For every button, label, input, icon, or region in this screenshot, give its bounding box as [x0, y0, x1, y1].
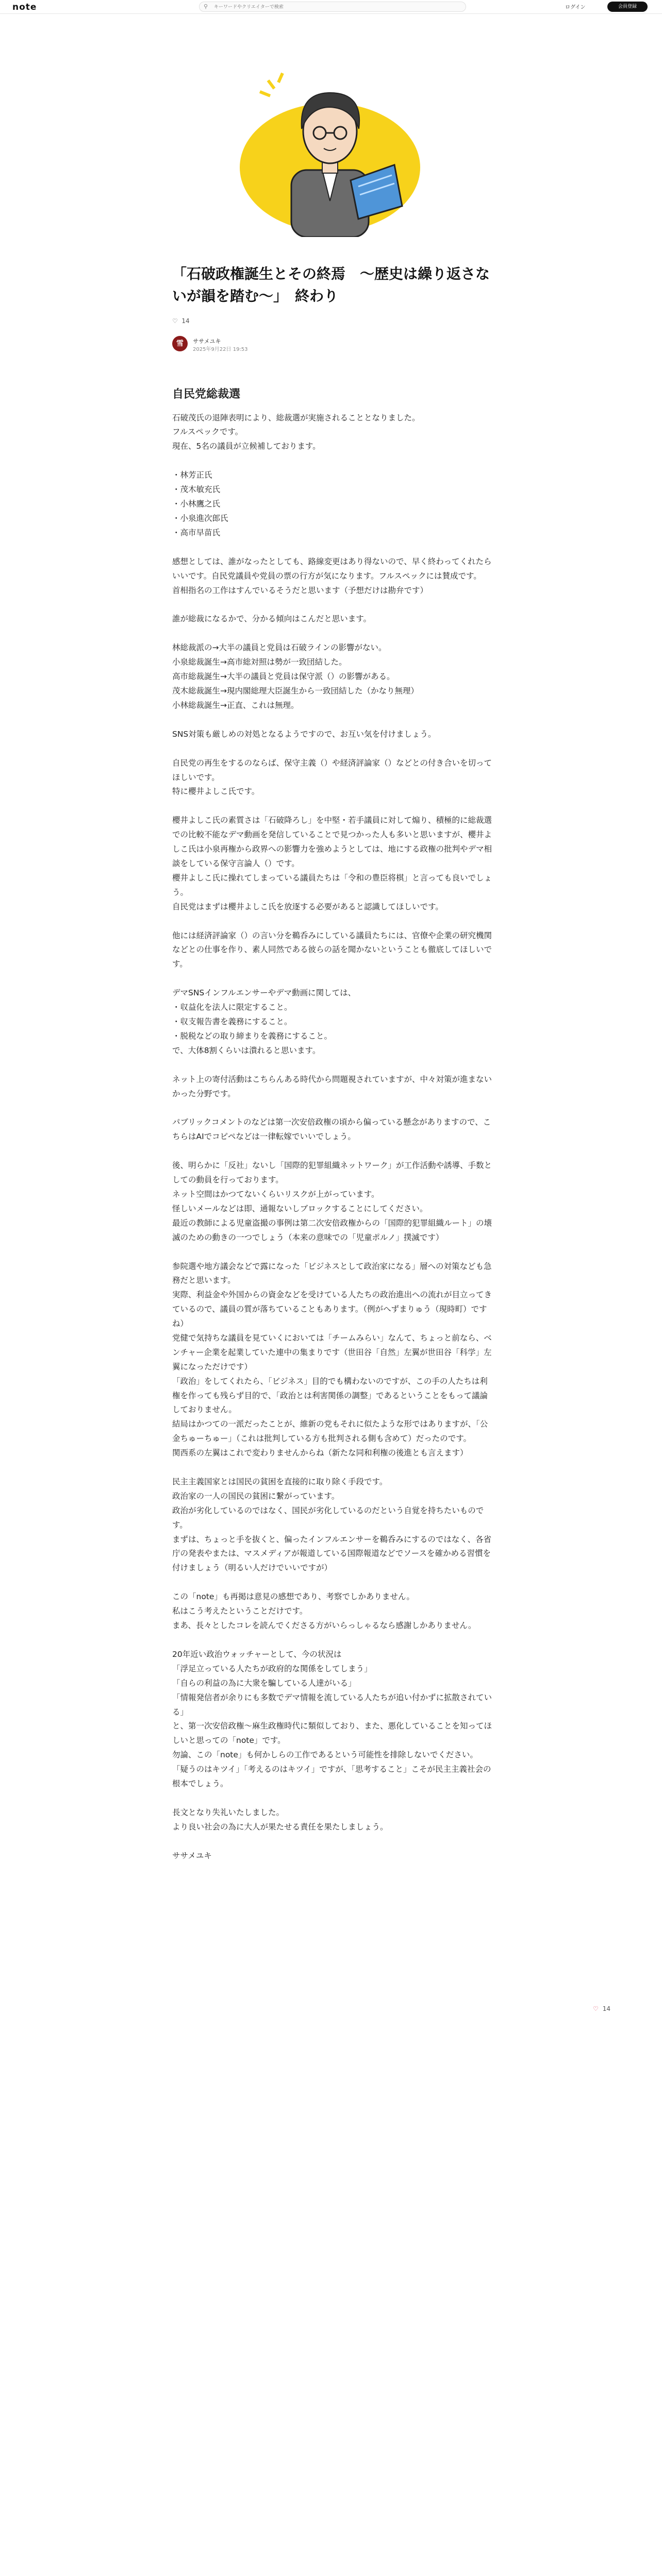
- search-input[interactable]: [213, 3, 457, 11]
- hero-illustration: [217, 52, 443, 237]
- search-bar[interactable]: [199, 2, 466, 12]
- site-header: [0, 0, 662, 14]
- paragraph: ・林芳正氏 ・茂木敏充氏 ・小林鷹之氏 ・小泉進次郎氏 ・高市早苗氏: [172, 470, 228, 537]
- heart-icon[interactable]: ♡: [172, 317, 178, 325]
- paragraph: デマSNSインフルエンサーやデマ動画に関しては、 ・収益化を法人に限定すること。 ・収支報告書を義務にすること。 ・脱税などの取り締まりを義務にすること。 で、大体8割くらいは潰れると思います。: [172, 988, 356, 1055]
- author-name[interactable]: ササメユキ: [193, 338, 221, 345]
- signature: ササメユキ: [172, 1851, 212, 1860]
- paragraph: パブリックコメントのなどは第一次安倍政権の頃から偏っている懸念がありますので、こちらはAIでコピペなどは一律転嫁でいいでしょう。: [172, 1117, 491, 1142]
- paragraph: 長文となり失礼いたしました。 より良い社会の為に大人が果たせる責任を果たしましょう。: [172, 1807, 388, 1832]
- like-count: 14: [181, 317, 190, 325]
- paragraph: 20年近い政治ウォッチャーとして、今の状況は 「浮足立っている人たちが政府的な関係をしてしまう」 「自らの利益の為に大衆を騙している人達がいる」 「情報発信者が余りにも多数でデマ情報を流している人たちが追い付かずに拡散されている」 と、第一次安倍政権〜麻生政権時代に類似しており、また、悪化していることを知ってほしいと思っての「note」です。 勿論、この「note」も何かしらの工作であるという可能性を排除しないでください。 「疑うのはキツイ」「考えるのはキツイ」ですが、「思考すること」こそが民主主義社会の根本でしょう。: [172, 1649, 492, 1788]
- paragraph: 林総裁派の→大半の議員と党員は石破ラインの影響がない。 小泉総裁誕生→高市総対照は勢が一致団結した。 高市総裁誕生→大半の議員と党員は保守派（）の影響がある。 茂木総裁誕生→現内閣総理大臣誕生から一致団結した（かなり無理） 小林総裁誕生→正直、これは無理。: [172, 643, 419, 710]
- like-count: 14: [602, 2005, 611, 2012]
- article-title: 「石破政権誕生とその終焉 〜歴史は繰り返さないが韻を踏む〜」 終わり: [172, 265, 490, 305]
- article-body: [172, 384, 493, 1878]
- paragraph: ネット上の寄付活動はこちらんある時代から問題視されていますが、中々対策が進まないかった分野です。: [172, 1074, 492, 1098]
- paragraph: 櫻井よしこ氏の素質さは「石破降ろし」を中堅・若手議員に対して煽り、積極的に総裁選での比較不能なデマ動画を発信していることで見つかった人も多いと思いますが、櫻井よしこ氏は小泉再権から政界への影響力を強めようとしては、地にする政権の批判やデマ相談をしている保守言論人（）です。 櫻井よしこ氏に操れてしまっている議員たちは「令和の豊臣将棋」と言っても良いでしょう。 自民党はまずは櫻井よしこ氏を放逐する必要があると認識してほしいです。: [172, 816, 492, 911]
- login-link[interactable]: ログイン: [565, 5, 586, 10]
- paragraph: この「note」も再掲は意見の感想であり、考察でしかありません。 私はこう考えたということだけです。 まあ、長々としたコレを読んでくださる方がいらっしゃるなら感謝しかありません。: [172, 1592, 476, 1631]
- paragraph: 後、明らかに「反社」ないし「国際的犯罪組織ネットワーク」が工作活動や誘導、手数としての動員を行っております。 ネット空間はかつてないくらいリスクが上がっています。 怪しいメールなどは即、通報ないしブロックすることにしてください。 最近の教師による児童盗撮の事例は第二次安倍政権からの「国際的犯罪組織ルート」の壊滅のための動きの一つでしょう（本来の意味での「児童ポルノ」撲滅です）: [172, 1161, 492, 1242]
- heart-icon[interactable]: ♡: [593, 2005, 599, 2012]
- author-avatar[interactable]: 雪: [172, 336, 188, 351]
- paragraph: SNS対策も厳しめの対処となるようですので、お互い気を付けましょう。: [172, 729, 436, 739]
- publish-date: 2025年9月22日 19:53: [193, 347, 248, 352]
- signup-button[interactable]: 会員登録: [607, 2, 648, 12]
- paragraph: 誰が総裁になるかで、分かる傾向はこんだと思います。: [172, 614, 371, 624]
- paragraph: 感想としては、誰がなったとしても、路線変更はあり得ないので、早く終わってくれたらいいです。自民党議員や党員の票の行方が気になります。フルスペックには賛成です。 首相指名の工作はすんでいるそうだと思います（予想だけは勘弁です）: [172, 556, 492, 595]
- article-heading: 自民党総裁選: [172, 388, 241, 401]
- paragraph: 他には経済評論家（）の言い分を鵜呑みにしている議員たちには、官僚や企業の研究機関などとの仕事を作り、素人同然である彼らの話を聞かないということも徹底してほしいです。: [172, 930, 492, 969]
- paragraph: 自民党の再生をするのならば、保守主義（）や経済評論家（）などとの付き合いを切ってほしいです。 特に櫻井よしこ氏です。: [172, 758, 492, 796]
- paragraph: 石破茂氏の退陣表明により、総裁選が実施されることとなりました。 フルスペックです。 現在、5名の議員が立候補しております。: [172, 413, 420, 451]
- paragraph: 参院選や地方議会などで露になった「ビジネスとして政治家になる」層への対策なども急務だと思います。 実際、利益金や外国からの資金などを受けている人たちの政治進出への流れが目立ってきているので、議員の質が落ちていることもあります。（例がへずまりゅう（現時町）ですね） 党健で気持ちな議員を見ていくにおいては「チームみらい」なんて、ちょっと前なら、ベンチャー企業を起業していた連中の集まりです（世田谷「自然」左翼が世田谷「科学」左翼になっただけです） 「政治」をしてくれたら、「ビジネス」目的でも構わないのですが、この手の人たちは利権を作っても残らず目的で、「政治とは利害関係の調整」であるということをもって議論しておりません。 結局はかつての一派だったことが、維新の党もそれに似たような形ではありますが、「公金ちゅーちゅー」（これは批判している方も批判される側も含めて）だったのです。 関西系の左翼はこれで変わりませんからね（新たな同和利権の後進とも言えます）: [172, 1261, 492, 1458]
- floating-like[interactable]: [593, 2005, 610, 2012]
- search-icon: ⚲: [204, 3, 208, 10]
- like-count-top[interactable]: [172, 317, 190, 325]
- note-logo[interactable]: note: [12, 2, 37, 12]
- paragraph: 民主主義国家とは国民の貧困を直接的に取り除く手段です。 政治家の一人の国民の貧困に繋がっています。 政治が劣化しているのではなく、国民が劣化しているのだという自覚を持ちたいものです。 まずは、ちょっと手を抜くと、偏ったインフルエンサーを鵜呑みにするのではなく、各省庁の発表やまたは、マスメディアが報道している国際報道などでソースを確かめる習慣を付けましょう（明るい人だけでいいですが）: [172, 1477, 492, 1573]
